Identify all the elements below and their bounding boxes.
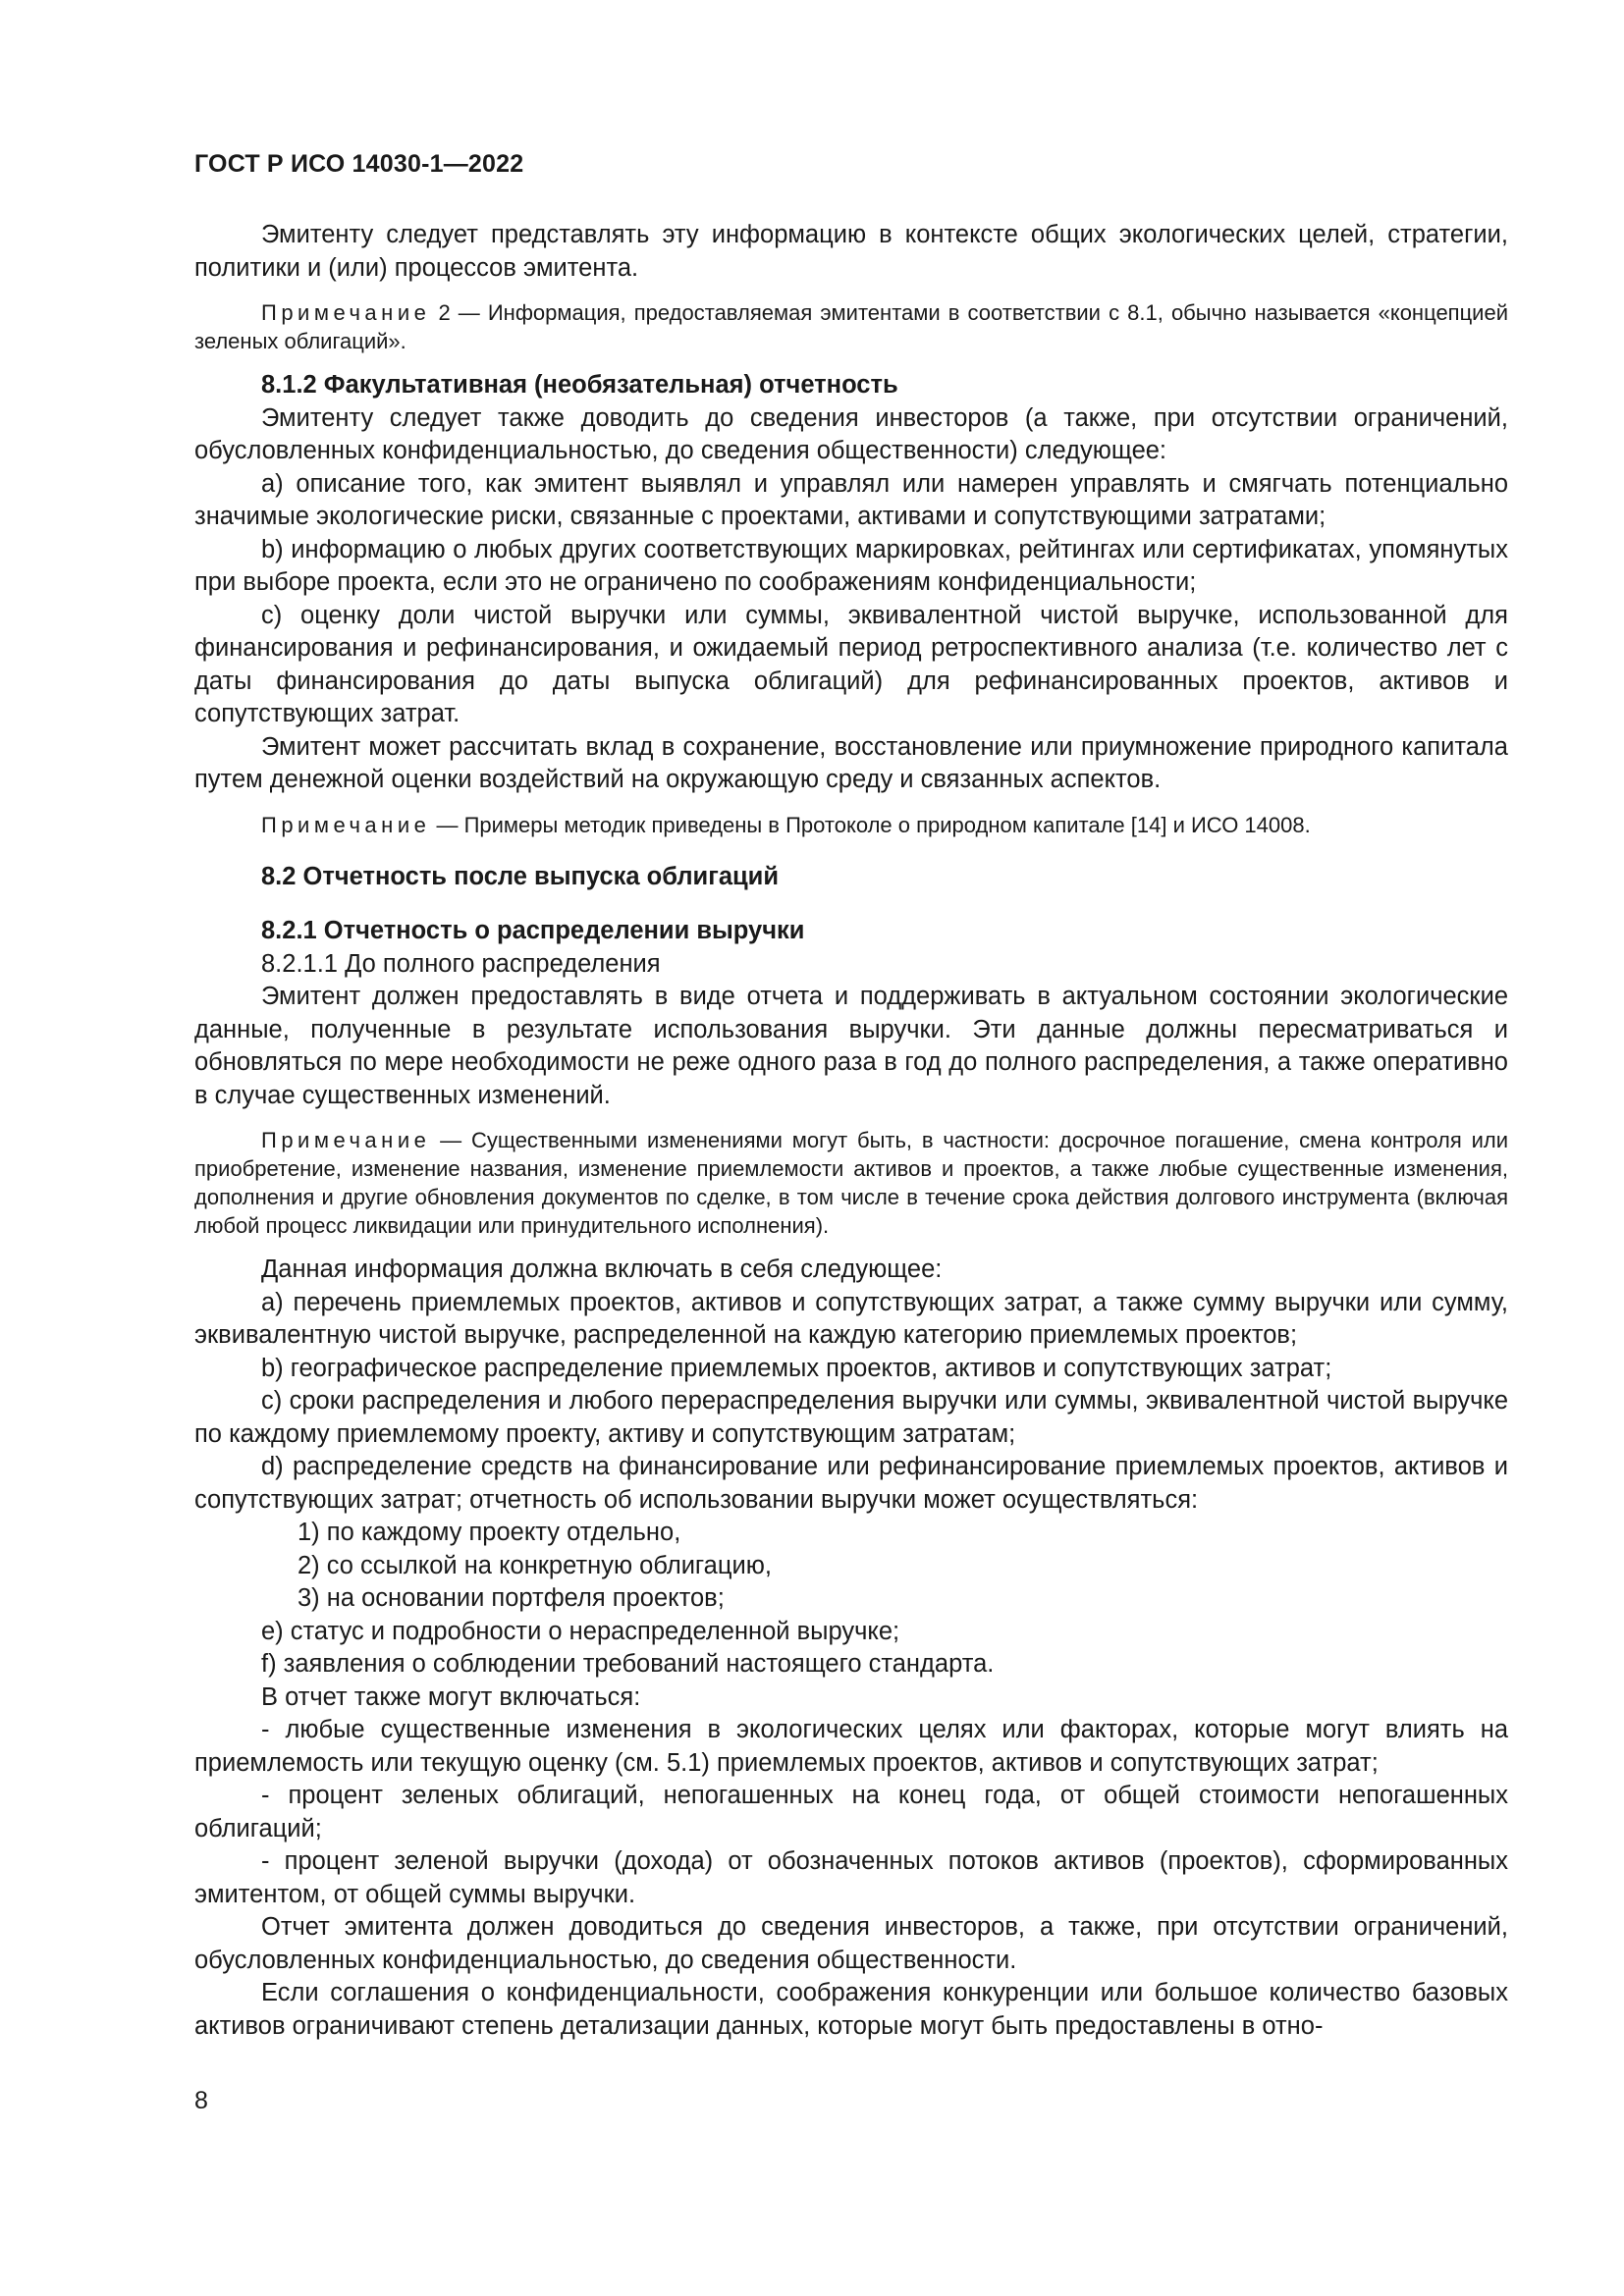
paragraph: Эмитенту следует представлять эту информацию в контексте общих экологических целей, стратегии, политики и (или) процессов эмитента. — [194, 221, 1508, 282]
list-item: а) описание того, как эмитент выявлял и управлял или намерен управлять и смягчать потенциально значимые экологические риски, связанные с проектами, активами и сопутствующими затратами; — [194, 469, 1508, 530]
note-label: Примечание — [261, 1128, 431, 1152]
list-item: е) статус и подробности о нераспределенной выручке; — [261, 1617, 900, 1645]
dash-list-item: - процент зеленой выручки (дохода) от обозначенных потоков активов (проектов), сформированных эмитентом, от общей суммы выручки. — [194, 1847, 1508, 1908]
section-heading: 8.2 Отчетность после выпуска облигаций — [261, 862, 780, 890]
note-label: Примечание — [261, 812, 431, 837]
paragraph: Эмитент может рассчитать вклад в сохранение, восстановление или приумножение природного капитала путем денежной оценки воздействий на окружающую среду и связанных аспектов. — [194, 732, 1508, 793]
dash-list-item: - процент зеленых облигаций, непогашенных на конец года, от общей стоимости непогашенных облигаций; — [194, 1782, 1508, 1842]
sub-list-item: 3) на основании портфеля проектов; — [298, 1584, 725, 1612]
note — [194, 811, 1508, 839]
list-item: f) заявления о соблюдении требований настоящего стандарта. — [261, 1650, 995, 1678]
section-heading: 8.1.2 Факультативная (необязательная) отчетность — [261, 371, 898, 399]
paragraph: Если соглашения о конфиденциальности, соображения конкуренции или большое количество базовых активов ограничивают степень детализации данных, которые могут быть предоставлены в отно- — [194, 1979, 1508, 2040]
dash-list-item: - любые существенные изменения в экологических целях или факторах, которые могут влиять на приемлемость или текущую оценку (см. 5.1) приемлемых проектов, активов и сопутствующих затрат; — [194, 1716, 1508, 1777]
list-item: d) распределение средств на финансирование или рефинансирование приемлемых проектов, активов и сопутствующих затрат; отчетность об использовании выручки может осуществляться: — [194, 1453, 1508, 1514]
paragraph: Отчет эмитента должен доводиться до сведения инвесторов, а также, при отсутствии ограничений, обусловленных конфиденциальностью, до сведения общественности. — [194, 1913, 1508, 1974]
subsection-heading: 8.2.1.1 До полного распределения — [261, 949, 661, 978]
paragraph: Эмитенту следует также доводить до сведения инвесторов (а также, при отсутствии ограничений, обусловленных конфиденциальностью, до сведения общественности) следующее: — [194, 403, 1508, 464]
note-text: 2 — Информация, предоставляемая эмитентами в соответствии с 8.1, обычно называется «концепцией зеленых облигаций». — [194, 300, 1508, 353]
list-item: с) сроки распределения и любого перераспределения выручки или суммы, эквивалентной чистой выручке по каждому приемлемому проекту, активу и сопутствующим затратам; — [194, 1387, 1508, 1448]
document-header: ГОСТ Р ИСО 14030-1—2022 — [194, 150, 524, 178]
list-item: с) оценку доли чистой выручки или суммы, эквивалентной чистой выручке, использованной для финансирования и рефинансирования, и ожидаемый период ретроспективного анализа (т.е. количество лет с даты финансирования до даты выпуска облигаций) для рефинансированных проектов, активов и сопутствующих затрат. — [194, 601, 1508, 727]
note-label: Примечание — [261, 300, 431, 325]
sub-list-item: 1) по каждому проекту отдельно, — [298, 1519, 681, 1546]
paragraph: Эмитент должен предоставлять в виде отчета и поддерживать в актуальном состоянии экологические данные, полученные в результате использования выручки. Эти данные должны пересматриваться и обновляться по мере необходимости не реже одного раза в год до полного распределения, а также оперативно в случае существенных изменений. — [194, 983, 1508, 1109]
section-heading: 8.2.1 Отчетность о распределении выручки — [261, 917, 805, 944]
list-item: b) информацию о любых других соответствующих маркировках, рейтингах или сертификатах, упомянутых при выборе проекта, если это не ограничено по соображениям конфиденциальности; — [194, 535, 1508, 596]
note-text: — Существенными изменениями могут быть, в частности: досрочное погашение, смена контроля или приобретение, изменение названия, изменение приемлемости активов и проектов, а также любые существенные изменения, дополнения и другие обновления документов по сделке, в том числе в течение срока действия долгового инструмента (включая любой процесс ликвидации или принудительного исполнения). — [194, 1128, 1508, 1238]
paragraph: Данная информация должна включать в себя следующее: — [261, 1255, 943, 1283]
page-number: 8 — [194, 2087, 208, 2114]
sub-list-item: 2) со ссылкой на конкретную облигацию, — [298, 1551, 772, 1579]
paragraph: В отчет также могут включаться: — [261, 1682, 641, 1711]
note-text: — Примеры методик приведены в Протоколе о природном капитале [14] и ИСО 14008. — [430, 812, 1311, 837]
list-item: b) географическое распределение приемлемых проектов, активов и сопутствующих затрат; — [261, 1354, 1332, 1382]
document-body — [194, 219, 1508, 2043]
list-item: а) перечень приемлемых проектов, активов и сопутствующих затрат, а также сумму выручки или сумму, эквивалентную чистой выручке, распределенной на каждую категорию приемлемых проектов; — [194, 1288, 1508, 1349]
note — [194, 298, 1508, 355]
note — [194, 1126, 1508, 1240]
